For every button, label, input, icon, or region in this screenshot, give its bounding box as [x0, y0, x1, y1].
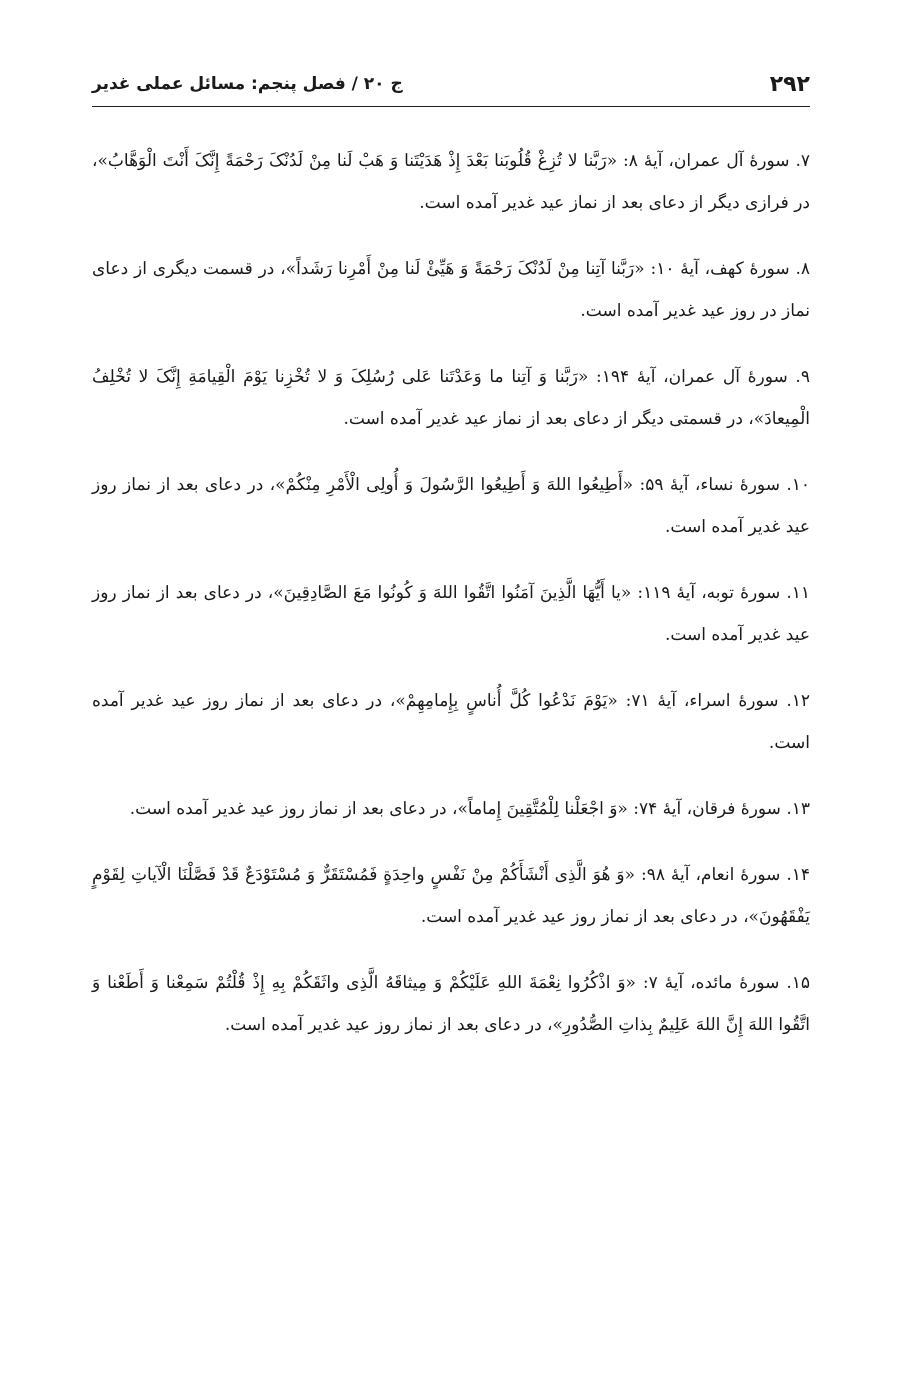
page-body: [92, 140, 810, 1070]
list-item: ۱۳. سورۀ فرقان، آیۀ ۷۴: «وَ اجْعَلْنا لِلْمُتَّقِینَ إِماماً»، در دعای بعد از نماز روز عید غدیر آمده است.: [129, 799, 810, 819]
list-item: ۱۴. سورۀ انعام، آیۀ ۹۸: «وَ هُوَ الَّذِی أَنْشَأَکُمْ مِنْ نَفْسٍ واحِدَةٍ فَمُسْتَقَرٌّ وَ مُسْتَوْدَعٌ قَدْ فَصَّلْنَا الْآیاتِ لِقَوْمٍ یَفْقَهُونَ»، در دعای بعد از نماز روز عید غدیر آمده است.: [92, 865, 811, 927]
list-item: ۹. سورۀ آل عمران، آیۀ ۱۹۴: «رَبَّنا وَ آتِنا ما وَعَدْتَنا عَلی رُسُلِکَ وَ لا تُخْزِنا یَوْمَ الْقِیامَةِ إِنَّکَ لا تُخْلِفُ الْمِیعادَ»، در قسمتی دیگر از دعای بعد از نماز عید غدیر آمده است.: [92, 367, 810, 429]
list-item: ۸. سورۀ کهف، آیۀ ۱۰: «رَبَّنا آتِنا مِنْ لَدُنْکَ رَحْمَةً وَ هَیِّئْ لَنا مِنْ أَمْرِنا رَشَداً»، در قسمت دیگری از دعای نماز در روز عید غدیر آمده است.: [92, 259, 810, 321]
list-item: ۱۲. سورۀ اسراء، آیۀ ۷۱: «یَوْمَ نَدْعُوا کُلَّ أُناسٍ بِإِمامِهِمْ»، در دعای بعد از نماز روز عید غدیر آمده است.: [92, 691, 811, 753]
list-item: ۱۵. سورۀ مائده، آیۀ ۷: «وَ اذْکُرُوا نِعْمَةَ اللهِ عَلَیْکُمْ وَ مِیثاقَهُ الَّذِی واثَقَکُمْ بِهِ إِذْ قُلْتُمْ سَمِعْنا وَ أَطَعْنا وَ اتَّقُوا اللهَ إِنَّ اللهَ عَلِیمٌ بِذاتِ الصُّدُورِ»، در دعای بعد از نماز روز عید غدیر آمده است.: [92, 973, 810, 1035]
list-item: ۱۰. سورۀ نساء، آیۀ ۵۹: «أَطِیعُوا اللهَ وَ أَطِیعُوا الرَّسُولَ وَ أُولِی الْأَمْرِ مِنْکُمْ»، در دعای بعد از نماز روز عید غدیر آمده است.: [92, 475, 810, 537]
list-item: ۷. سورۀ آل عمران، آیۀ ۸: «رَبَّنا لا تُزِغْ قُلُوبَنا بَعْدَ إِذْ هَدَیْتَنا وَ هَبْ لَنا مِنْ لَدُنْکَ رَحْمَةً إِنَّکَ أَنْتَ الْوَهَّابُ»، در فرازی دیگر از دعای بعد از نماز عید غدیر آمده است.: [92, 151, 810, 213]
list-item: ۱۱. سورۀ توبه، آیۀ ۱۱۹: «یا أَیُّهَا الَّذِینَ آمَنُوا اتَّقُوا اللهَ وَ کُونُوا مَعَ الصَّادِقِینَ»، در دعای بعد از نماز روز عید غدیر آمده است.: [92, 583, 810, 645]
page-header: [92, 62, 810, 107]
page-number: ۲۹۲: [769, 71, 810, 97]
running-title: ج ۲۰ / فصل پنجم: مسائل عملی غدیر: [92, 74, 403, 94]
